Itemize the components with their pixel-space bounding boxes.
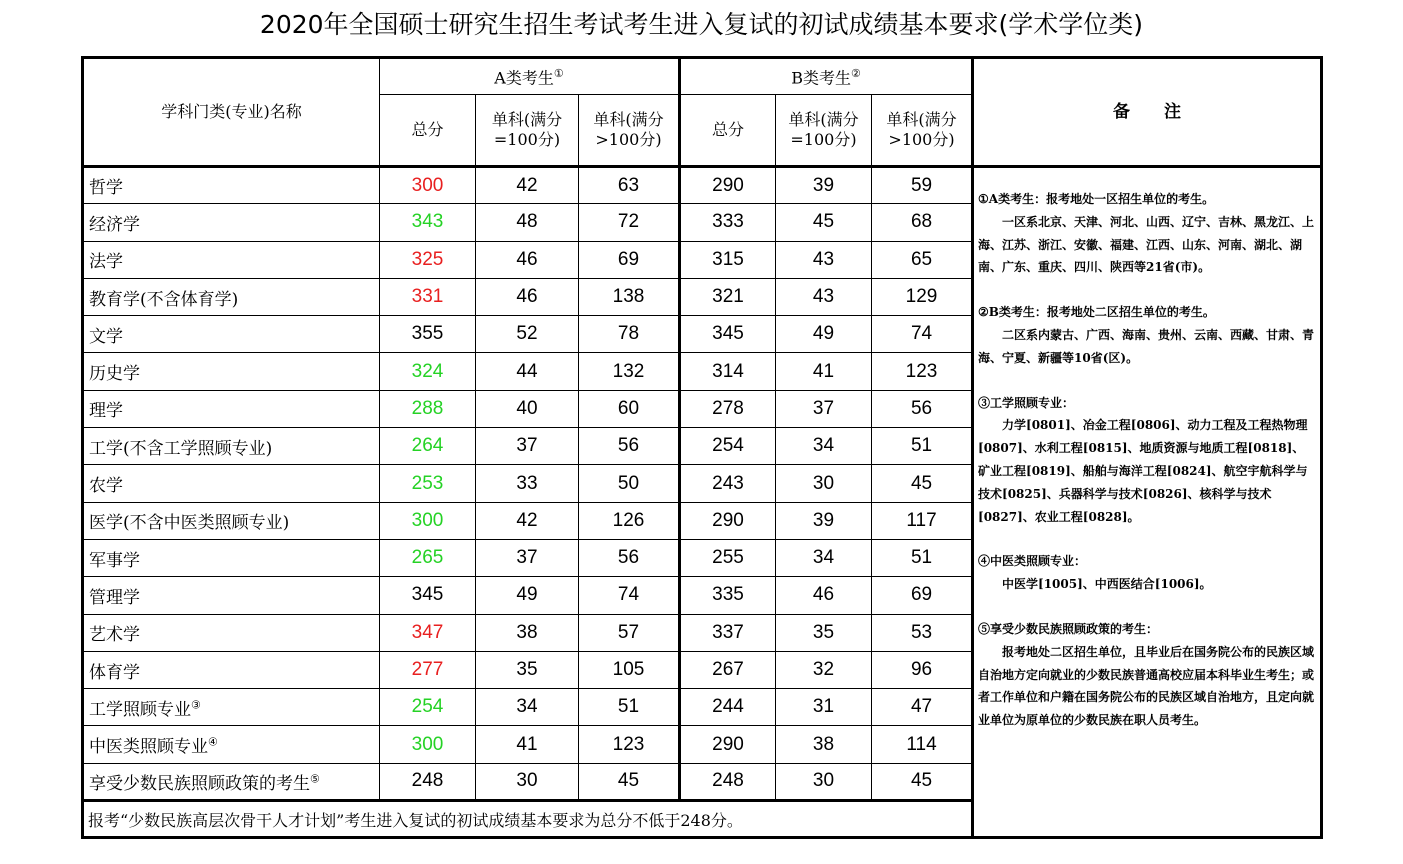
a-single-gt100-cell: 72 bbox=[579, 204, 680, 241]
subject-name-cell bbox=[83, 651, 380, 688]
subject-name-cell bbox=[83, 502, 380, 539]
remarks-cell bbox=[973, 167, 1322, 838]
b-total-cell: 315 bbox=[680, 241, 776, 278]
b-total-cell: 345 bbox=[680, 316, 776, 353]
subject-name: 理学 bbox=[89, 401, 123, 422]
b-single100-cell: 39 bbox=[776, 167, 872, 204]
a-total-cell: 264 bbox=[380, 428, 476, 465]
subject-name: 艺术学 bbox=[89, 625, 140, 646]
subject-footnote-mark: ③ bbox=[191, 698, 201, 712]
a-total-cell: 324 bbox=[380, 353, 476, 390]
subject-name: 中医类照顾专业 bbox=[89, 737, 208, 758]
a-single-gt100-header bbox=[579, 95, 680, 167]
b-total-cell: 290 bbox=[680, 502, 776, 539]
remark-heading: ⑤享受少数民族照顾政策的考生： bbox=[978, 621, 1159, 636]
a-total-cell: 355 bbox=[380, 316, 476, 353]
remark-block bbox=[978, 550, 1316, 596]
subject-name-cell bbox=[83, 763, 380, 800]
b-single100-cell: 32 bbox=[776, 651, 872, 688]
a-total-cell: 331 bbox=[380, 278, 476, 315]
b-total-cell: 267 bbox=[680, 651, 776, 688]
a-single100-cell: 35 bbox=[476, 651, 579, 688]
group-a-header bbox=[380, 58, 680, 95]
subject-name: 体育学 bbox=[89, 662, 140, 683]
b-total-cell: 278 bbox=[680, 390, 776, 427]
group-b-header bbox=[680, 58, 973, 95]
subject-name: 工学照顾专业 bbox=[89, 699, 191, 720]
a-single100-cell: 33 bbox=[476, 465, 579, 502]
page-title: 2020年全国硕士研究生招生考试考生进入复试的初试成绩基本要求(学术学位类) bbox=[259, 10, 1144, 39]
subject-column-header: 学科门类(专业)名称 bbox=[83, 58, 380, 167]
subject-name: 享受少数民族照顾政策的考生 bbox=[89, 773, 310, 794]
b-single-gt100-cell: 68 bbox=[872, 204, 973, 241]
subject-name: 农学 bbox=[89, 476, 123, 497]
remark-block bbox=[978, 618, 1316, 732]
a-single100-cell: 30 bbox=[476, 763, 579, 800]
subject-name-cell bbox=[83, 689, 380, 726]
a-single-gt100-cell: 132 bbox=[579, 353, 680, 390]
b-single100-cell: 43 bbox=[776, 278, 872, 315]
a-total-cell: 347 bbox=[380, 614, 476, 651]
b-total-cell: 335 bbox=[680, 577, 776, 614]
b-single-gt100-cell: 59 bbox=[872, 167, 973, 204]
b-single-gt100-cell: 129 bbox=[872, 278, 973, 315]
a-total-cell: 265 bbox=[380, 539, 476, 576]
a-total-cell: 253 bbox=[380, 465, 476, 502]
b-single-gt100-cell: 45 bbox=[872, 465, 973, 502]
subject-name-cell bbox=[83, 577, 380, 614]
b-single100-cell: 30 bbox=[776, 465, 872, 502]
a-single-gt100-cell: 56 bbox=[579, 539, 680, 576]
b-single100-cell: 43 bbox=[776, 241, 872, 278]
remark-heading: ③工学照顾专业： bbox=[978, 395, 1075, 410]
a-single-gt100-cell: 63 bbox=[579, 167, 680, 204]
subject-name: 管理学 bbox=[89, 587, 140, 608]
a-single-gt100-cell: 123 bbox=[579, 726, 680, 763]
subject-name-cell bbox=[83, 428, 380, 465]
remark-block bbox=[978, 301, 1316, 369]
remark-body: 一区系北京、天津、河北、山西、辽宁、吉林、黑龙江、上海、江苏、浙江、安徽、福建、江西、山东、河南、湖北、湖南、广东、重庆、四川、陕西等21省(市)。 bbox=[978, 214, 1315, 275]
remark-block bbox=[978, 392, 1316, 529]
remark-block bbox=[978, 188, 1316, 279]
b-single100-cell: 41 bbox=[776, 353, 872, 390]
subject-name: 医学(不含中医类照顾专业) bbox=[89, 513, 290, 534]
group-a-label: A类考生 bbox=[494, 68, 554, 88]
b-single100-cell: 38 bbox=[776, 726, 872, 763]
subject-name-cell bbox=[83, 726, 380, 763]
a-total-cell: 254 bbox=[380, 689, 476, 726]
a-single100-cell: 37 bbox=[476, 539, 579, 576]
subject-name-cell bbox=[83, 390, 380, 427]
b-single100-cell: 31 bbox=[776, 689, 872, 726]
b-single-gt100-cell: 45 bbox=[872, 763, 973, 800]
group-a-footnote-mark: ① bbox=[553, 67, 564, 81]
a-single100-cell: 41 bbox=[476, 726, 579, 763]
subject-name: 经济学 bbox=[89, 214, 140, 235]
a-single100-cell: 42 bbox=[476, 502, 579, 539]
a-single100-cell: 44 bbox=[476, 353, 579, 390]
subject-footnote-mark: ⑤ bbox=[310, 772, 320, 786]
subject-name-cell bbox=[83, 316, 380, 353]
a-single-gt100-cell: 60 bbox=[579, 390, 680, 427]
subject-name: 教育学(不含体育学) bbox=[89, 289, 239, 310]
a-single100-cell: 46 bbox=[476, 241, 579, 278]
group-b-footnote-mark: ② bbox=[850, 67, 861, 81]
score-table bbox=[81, 56, 1323, 839]
subject-name: 历史学 bbox=[89, 364, 140, 385]
a-single100-cell: 37 bbox=[476, 428, 579, 465]
b-single-gt100-l2: >100分) bbox=[888, 130, 955, 149]
a-single100-cell: 42 bbox=[476, 167, 579, 204]
remark-body: 二区系内蒙古、广西、海南、贵州、云南、西藏、甘肃、青海、宁夏、新疆等10省(区)。 bbox=[978, 327, 1315, 365]
b-single100-l2: =100分) bbox=[790, 130, 857, 149]
subject-name: 哲学 bbox=[89, 178, 123, 199]
a-single100-cell: 40 bbox=[476, 390, 579, 427]
a-single100-l1: 单科(满分 bbox=[491, 110, 563, 129]
subject-name-cell bbox=[83, 465, 380, 502]
subject-name: 工学(不含工学照顾专业) bbox=[89, 438, 273, 459]
a-total-cell: 288 bbox=[380, 390, 476, 427]
a-single-gt100-cell: 51 bbox=[579, 689, 680, 726]
b-single100-cell: 34 bbox=[776, 539, 872, 576]
subject-name-cell bbox=[83, 167, 380, 204]
b-single-gt100-cell: 123 bbox=[872, 353, 973, 390]
a-total-cell: 248 bbox=[380, 763, 476, 800]
b-total-cell: 290 bbox=[680, 167, 776, 204]
a-single100-l2: =100分) bbox=[493, 130, 561, 149]
a-total-cell: 343 bbox=[380, 204, 476, 241]
a-single100-cell: 46 bbox=[476, 278, 579, 315]
subject-name: 军事学 bbox=[89, 550, 140, 571]
group-b-label: B类考生 bbox=[791, 68, 851, 88]
b-single100-cell: 34 bbox=[776, 428, 872, 465]
subject-name: 文学 bbox=[89, 326, 123, 347]
remark-heading: ②B类考生：报考地处二区招生单位的考生。 bbox=[978, 305, 1215, 320]
b-single-gt100-header bbox=[872, 95, 973, 167]
b-total-cell: 255 bbox=[680, 539, 776, 576]
b-total-cell: 243 bbox=[680, 465, 776, 502]
a-single-gt100-cell: 69 bbox=[579, 241, 680, 278]
b-total-header: 总分 bbox=[680, 95, 776, 167]
b-total-cell: 321 bbox=[680, 278, 776, 315]
b-single100-l1: 单科(满分 bbox=[788, 110, 859, 129]
remark-heading: ④中医类照顾专业： bbox=[978, 554, 1087, 569]
b-single100-header bbox=[776, 95, 872, 167]
b-single-gt100-cell: 65 bbox=[872, 241, 973, 278]
table-row bbox=[83, 167, 1322, 204]
a-total-cell: 325 bbox=[380, 241, 476, 278]
a-single100-cell: 38 bbox=[476, 614, 579, 651]
b-total-cell: 337 bbox=[680, 614, 776, 651]
subject-name-cell bbox=[83, 241, 380, 278]
a-single100-cell: 34 bbox=[476, 689, 579, 726]
remark-body: 力学[0801]、冶金工程[0806]、动力工程及工程热物理[0807]、水利工程[0815]、地质资源与地质工程[0818]、矿业工程[0819]、船舶与海洋工程[0824]、航空宇航科学与技术[0825]、兵器科学与技术[0826]、核科学与技术[0827]、农业工程[0828]。 bbox=[978, 418, 1308, 524]
b-single100-cell: 35 bbox=[776, 614, 872, 651]
b-total-cell: 248 bbox=[680, 763, 776, 800]
b-single-gt100-cell: 69 bbox=[872, 577, 973, 614]
subject-name-cell bbox=[83, 278, 380, 315]
b-single100-cell: 49 bbox=[776, 316, 872, 353]
b-single-gt100-cell: 47 bbox=[872, 689, 973, 726]
a-single-gt100-cell: 45 bbox=[579, 763, 680, 800]
a-single-gt100-cell: 78 bbox=[579, 316, 680, 353]
subject-name-cell bbox=[83, 539, 380, 576]
a-total-cell: 345 bbox=[380, 577, 476, 614]
a-total-cell: 300 bbox=[380, 726, 476, 763]
b-single-gt100-cell: 51 bbox=[872, 428, 973, 465]
a-single-gt100-cell: 56 bbox=[579, 428, 680, 465]
a-single-gt100-cell: 57 bbox=[579, 614, 680, 651]
b-single100-cell: 45 bbox=[776, 204, 872, 241]
a-single-gt100-l2: >100分) bbox=[595, 130, 662, 149]
b-single-gt100-cell: 114 bbox=[872, 726, 973, 763]
a-single100-cell: 49 bbox=[476, 577, 579, 614]
remark-body: 报考地处二区招生单位，且毕业后在国务院公布的民族区域自治地方定向就业的少数民族普通高校应届本科毕业生考生；或者工作单位和户籍在国务院公布的民族区域自治地方，且定向就业单位为原单位的少数民族在职人员考生。 bbox=[978, 644, 1315, 728]
b-single-gt100-cell: 74 bbox=[872, 316, 973, 353]
a-single100-header bbox=[476, 95, 579, 167]
b-single100-cell: 39 bbox=[776, 502, 872, 539]
footer-note: 报考“少数民族高层次骨干人才计划”考生进入复试的初试成绩基本要求为总分不低于248分。 bbox=[83, 801, 973, 838]
a-single-gt100-l1: 单科(满分 bbox=[593, 110, 664, 129]
subject-name: 法学 bbox=[89, 252, 123, 273]
subject-name-cell bbox=[83, 353, 380, 390]
subject-name-cell bbox=[83, 204, 380, 241]
b-single-gt100-cell: 56 bbox=[872, 390, 973, 427]
a-total-cell: 277 bbox=[380, 651, 476, 688]
b-single-gt100-cell: 51 bbox=[872, 539, 973, 576]
b-total-cell: 333 bbox=[680, 204, 776, 241]
a-single-gt100-cell: 105 bbox=[579, 651, 680, 688]
a-total-cell: 300 bbox=[380, 502, 476, 539]
a-single-gt100-cell: 74 bbox=[579, 577, 680, 614]
b-single100-cell: 37 bbox=[776, 390, 872, 427]
b-single-gt100-cell: 53 bbox=[872, 614, 973, 651]
a-single-gt100-cell: 50 bbox=[579, 465, 680, 502]
b-single100-cell: 46 bbox=[776, 577, 872, 614]
remark-heading: ①A类考生：报考地处一区招生单位的考生。 bbox=[978, 192, 1215, 206]
b-single-gt100-cell: 117 bbox=[872, 502, 973, 539]
a-single100-cell: 52 bbox=[476, 316, 579, 353]
b-total-cell: 290 bbox=[680, 726, 776, 763]
a-single-gt100-cell: 126 bbox=[579, 502, 680, 539]
b-single-gt100-cell: 96 bbox=[872, 651, 973, 688]
b-single100-cell: 30 bbox=[776, 763, 872, 800]
remarks-header: 备 注 bbox=[973, 58, 1322, 167]
b-single-gt100-l1: 单科(满分 bbox=[886, 110, 957, 129]
remark-body: 中医学[1005]、中西医结合[1006]。 bbox=[1002, 577, 1212, 592]
a-single-gt100-cell: 138 bbox=[579, 278, 680, 315]
a-total-header: 总分 bbox=[380, 95, 476, 167]
a-total-cell: 300 bbox=[380, 167, 476, 204]
subject-name-cell bbox=[83, 614, 380, 651]
b-total-cell: 254 bbox=[680, 428, 776, 465]
b-total-cell: 314 bbox=[680, 353, 776, 390]
subject-footnote-mark: ④ bbox=[208, 735, 218, 749]
b-total-cell: 244 bbox=[680, 689, 776, 726]
a-single100-cell: 48 bbox=[476, 204, 579, 241]
